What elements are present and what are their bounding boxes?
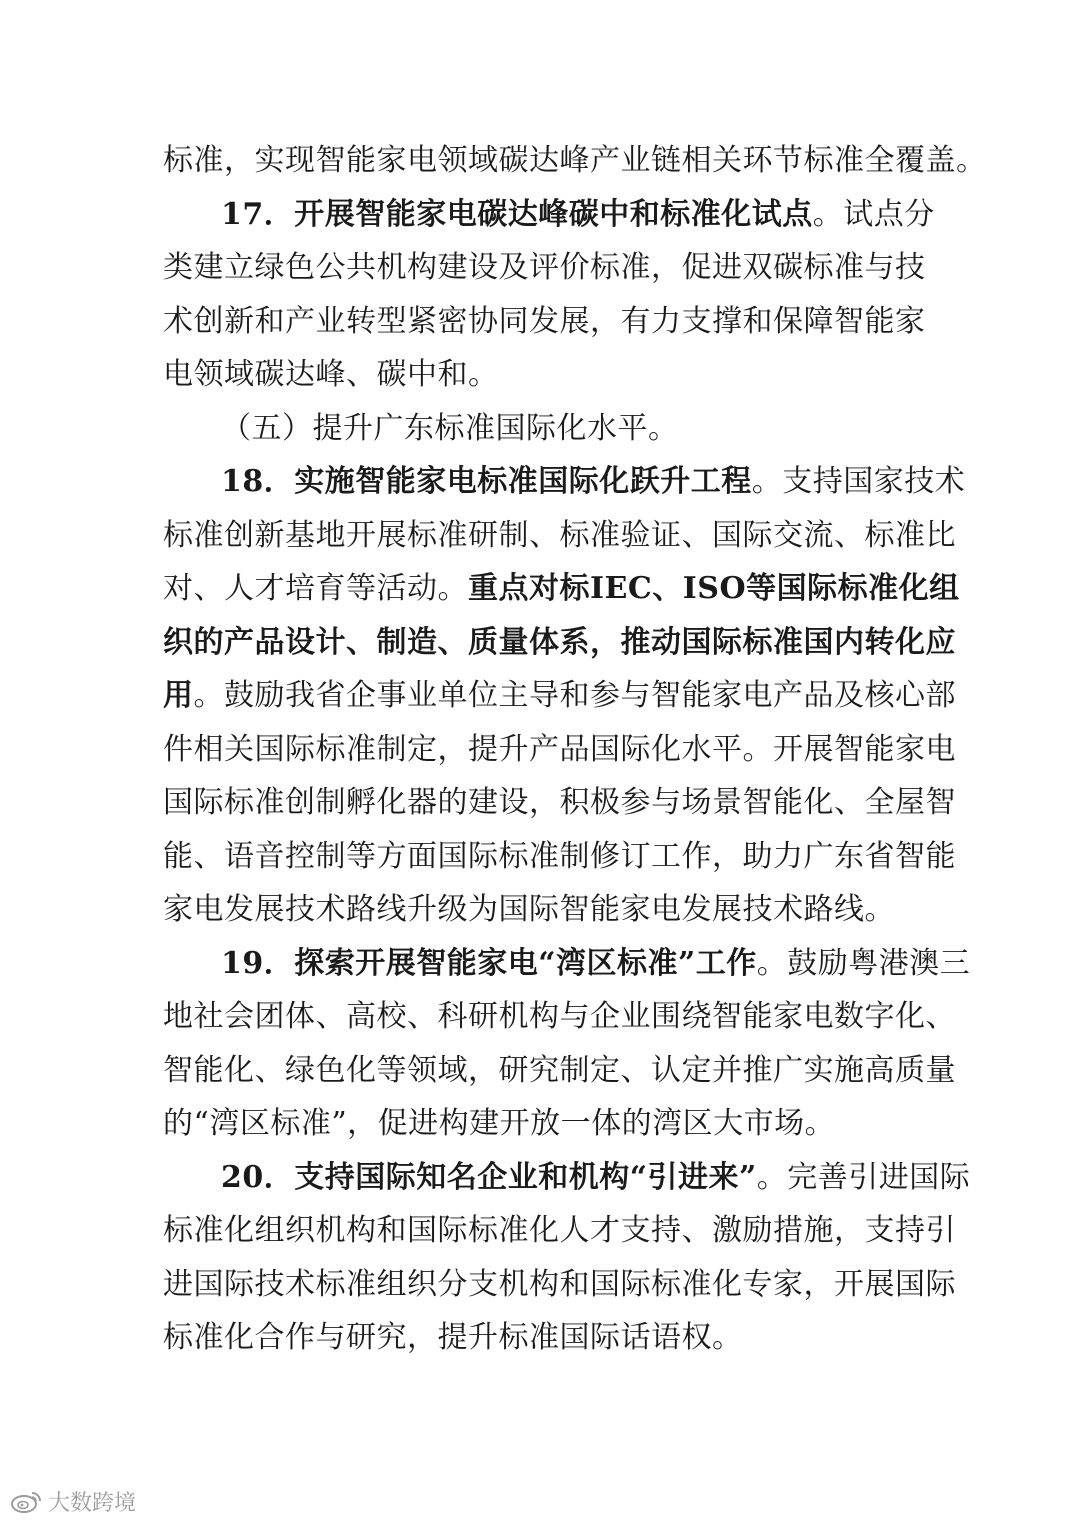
item-19-title: 19．探索开展智能家电“湾区标准”工作: [221, 945, 757, 981]
paragraph-line: 能、语音控制等方面国际标准制修订工作，助力广东省智能: [163, 838, 956, 874]
item-18-title: 18．实施智能家电标准国际化跃升工程: [221, 464, 752, 499]
paragraph-line: 术创新和产业转型紧密协同发展，有力支撑和保障智能家: [163, 303, 926, 339]
paragraph-line: 进国际技术标准组织分支机构和国际标准化专家，开展国际: [163, 1266, 956, 1302]
bold-emphasis: 织的产品设计、制造、质量体系，推动国际标准国内转化应: [163, 624, 956, 660]
paragraph-line: 地社会团体、高校、科研机构与企业围绕智能家电数字化、: [163, 999, 956, 1034]
item-18-heading-line: [163, 455, 966, 509]
line-text: 。鼓励我省企事业单位主导和参与智能家电产品及核心部: [193, 678, 956, 713]
paragraph-line: 电领域碳达峰、碳中和。: [163, 357, 499, 392]
document-body: [163, 134, 987, 1365]
item-19-text: 。鼓励粤港澳三: [756, 945, 971, 981]
bold-emphasis: 重点对标IEC、ISO等国际标准化组: [468, 571, 960, 606]
paragraph-line: [163, 669, 956, 723]
item-20-title: 20．支持国际知名企业和机构“引进来”: [221, 1159, 757, 1195]
paragraph-line: 标准化组织机构和国际标准化人才支持、激励措施，支持引: [163, 1213, 956, 1248]
paragraph-line: [163, 616, 956, 670]
paragraph-line: 类建立绿色公共机构建设及评价标准，促进双碳标准与技: [163, 250, 926, 285]
item-19-heading-line: [163, 937, 971, 991]
watermark-text: 大数跨境: [48, 1491, 137, 1516]
item-18-text: 。支持国家技术: [751, 464, 966, 499]
paragraph-line: 件相关国际标准制定，提升产品国际化水平。开展智能家电: [163, 731, 956, 767]
paragraph-line: 标准创新基地开展标准研制、标准验证、国际交流、标准比: [163, 517, 956, 553]
line-text: 对、人才培育等活动。: [163, 571, 468, 606]
paragraph-line: 家电发展技术路线升级为国际智能家电发展技术路线。: [163, 892, 895, 927]
paragraph-line: 标准，实现智能家电领域碳达峰产业链相关环节标准全覆盖。: [163, 143, 987, 178]
paragraph-line: 智能化、绿色化等领域，研究制定、认定并推广实施高质量: [163, 1052, 956, 1088]
paragraph-line: 的“湾区标准”，促进构建开放一体的湾区大市场。: [163, 1106, 836, 1141]
paragraph-line: [163, 562, 960, 616]
paragraph-line: 国际标准创制孵化器的建设，积极参与场景智能化、全屋智: [163, 785, 956, 820]
bold-emphasis: 用: [163, 678, 194, 713]
item-20-heading-line: [163, 1151, 971, 1205]
item-20-text: 。完善引进国际: [756, 1159, 971, 1195]
item-17-title: 17．开展智能家电碳达峰碳中和标准化试点: [221, 196, 813, 232]
paragraph-line: 标准化合作与研究，提升标准国际话语权。: [163, 1320, 743, 1355]
watermark: [10, 1486, 136, 1517]
item-17-heading-line: [163, 188, 935, 242]
weibo-logo-icon: [10, 1489, 42, 1515]
item-17-text: 。试点分: [812, 196, 935, 232]
section-heading: （五）提升广东标准国际化水平。: [221, 410, 679, 446]
